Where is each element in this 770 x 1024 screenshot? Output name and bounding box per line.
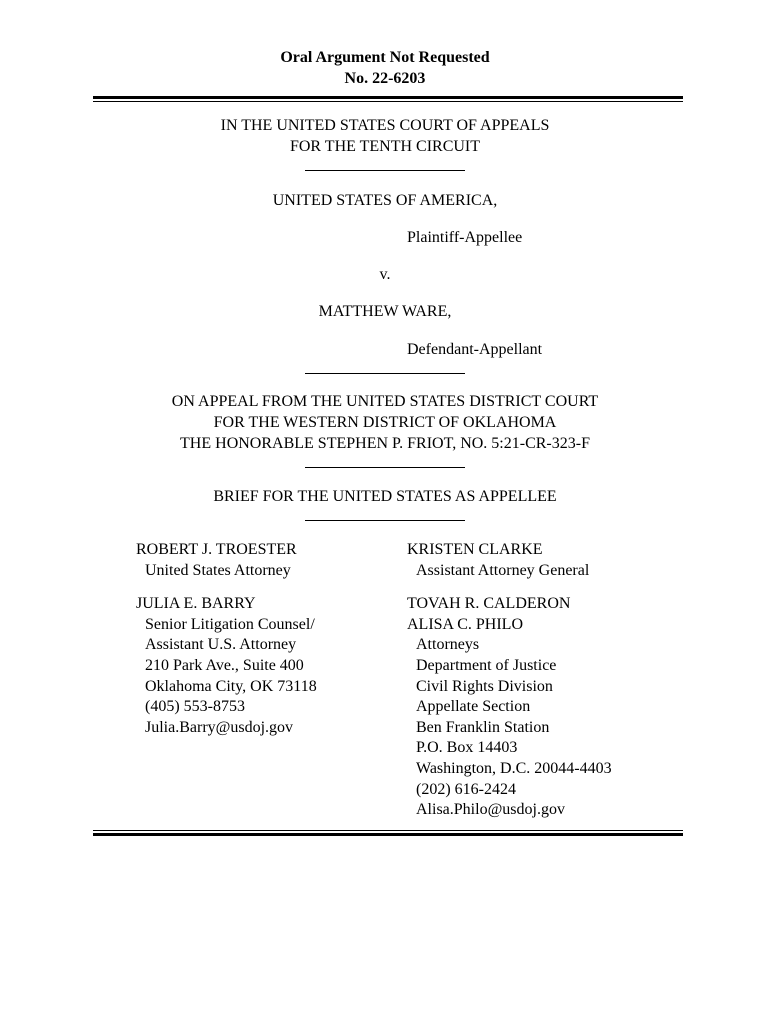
counsel-address: Oklahoma City, OK 73118 — [145, 677, 317, 695]
brief-title: BRIEF FOR THE UNITED STATES AS APPELLEE — [213, 488, 557, 505]
counsel-name: ALISA C. PHILO — [407, 615, 524, 633]
separator-rule-3 — [305, 467, 465, 468]
counsel-phone: (405) 553-8753 — [145, 698, 245, 716]
separator-rule-1 — [305, 170, 465, 171]
counsel-phone: (202) 616-2424 — [416, 780, 516, 798]
case-number: No. 22-6203 — [344, 70, 426, 87]
plaintiff-name: UNITED STATES OF AMERICA, — [272, 192, 498, 209]
defendant-role: Defendant-Appellant — [407, 341, 543, 358]
counsel-station: Ben Franklin Station — [416, 718, 550, 736]
counsel-section: Appellate Section — [416, 698, 531, 716]
court-name-line2: FOR THE TENTH CIRCUIT — [289, 138, 481, 155]
counsel-title: United States Attorney — [145, 561, 291, 579]
versus: v. — [379, 266, 391, 283]
counsel-email: Alisa.Philo@usdoj.gov — [416, 801, 565, 819]
counsel-title: Attorneys — [416, 636, 480, 654]
counsel-right-block — [407, 540, 612, 821]
appeal-line2: FOR THE WESTERN DISTRICT OF OKLAHOMA — [213, 414, 557, 431]
counsel-title: Assistant Attorney General — [416, 561, 590, 579]
separator-rule-2 — [305, 373, 465, 374]
defendant-name: MATTHEW WARE, — [318, 303, 452, 320]
counsel-left-block — [136, 540, 317, 738]
plaintiff-role: Plaintiff-Appellee — [407, 229, 523, 246]
counsel-division: Civil Rights Division — [416, 677, 553, 695]
court-name-line1: IN THE UNITED STATES COURT OF APPEALS — [220, 117, 550, 134]
counsel-title: Assistant U.S. Attorney — [145, 636, 297, 654]
separator-rule-4 — [305, 520, 465, 521]
counsel-email: Julia.Barry@usdoj.gov — [145, 718, 294, 736]
appeal-line1: ON APPEAL FROM THE UNITED STATES DISTRICT COURT — [171, 393, 599, 410]
counsel-name: KRISTEN CLARKE — [407, 541, 543, 558]
counsel-name: TOVAH R. CALDERON — [407, 595, 571, 613]
counsel-name: ROBERT J. TROESTER — [136, 541, 297, 558]
counsel-title: Senior Litigation Counsel/ — [145, 615, 315, 633]
counsel-department: Department of Justice — [416, 656, 557, 674]
appeal-line3: THE HONORABLE STEPHEN P. FRIOT, NO. 5:21-CR-323-F — [180, 435, 590, 452]
oral-argument-status: Oral Argument Not Requested — [280, 49, 490, 66]
counsel-city: Washington, D.C. 20044-4403 — [416, 759, 612, 777]
counsel-name: JULIA E. BARRY — [136, 595, 256, 613]
counsel-address: 210 Park Ave., Suite 400 — [145, 656, 304, 674]
counsel-po-box: P.O. Box 14403 — [416, 739, 518, 757]
